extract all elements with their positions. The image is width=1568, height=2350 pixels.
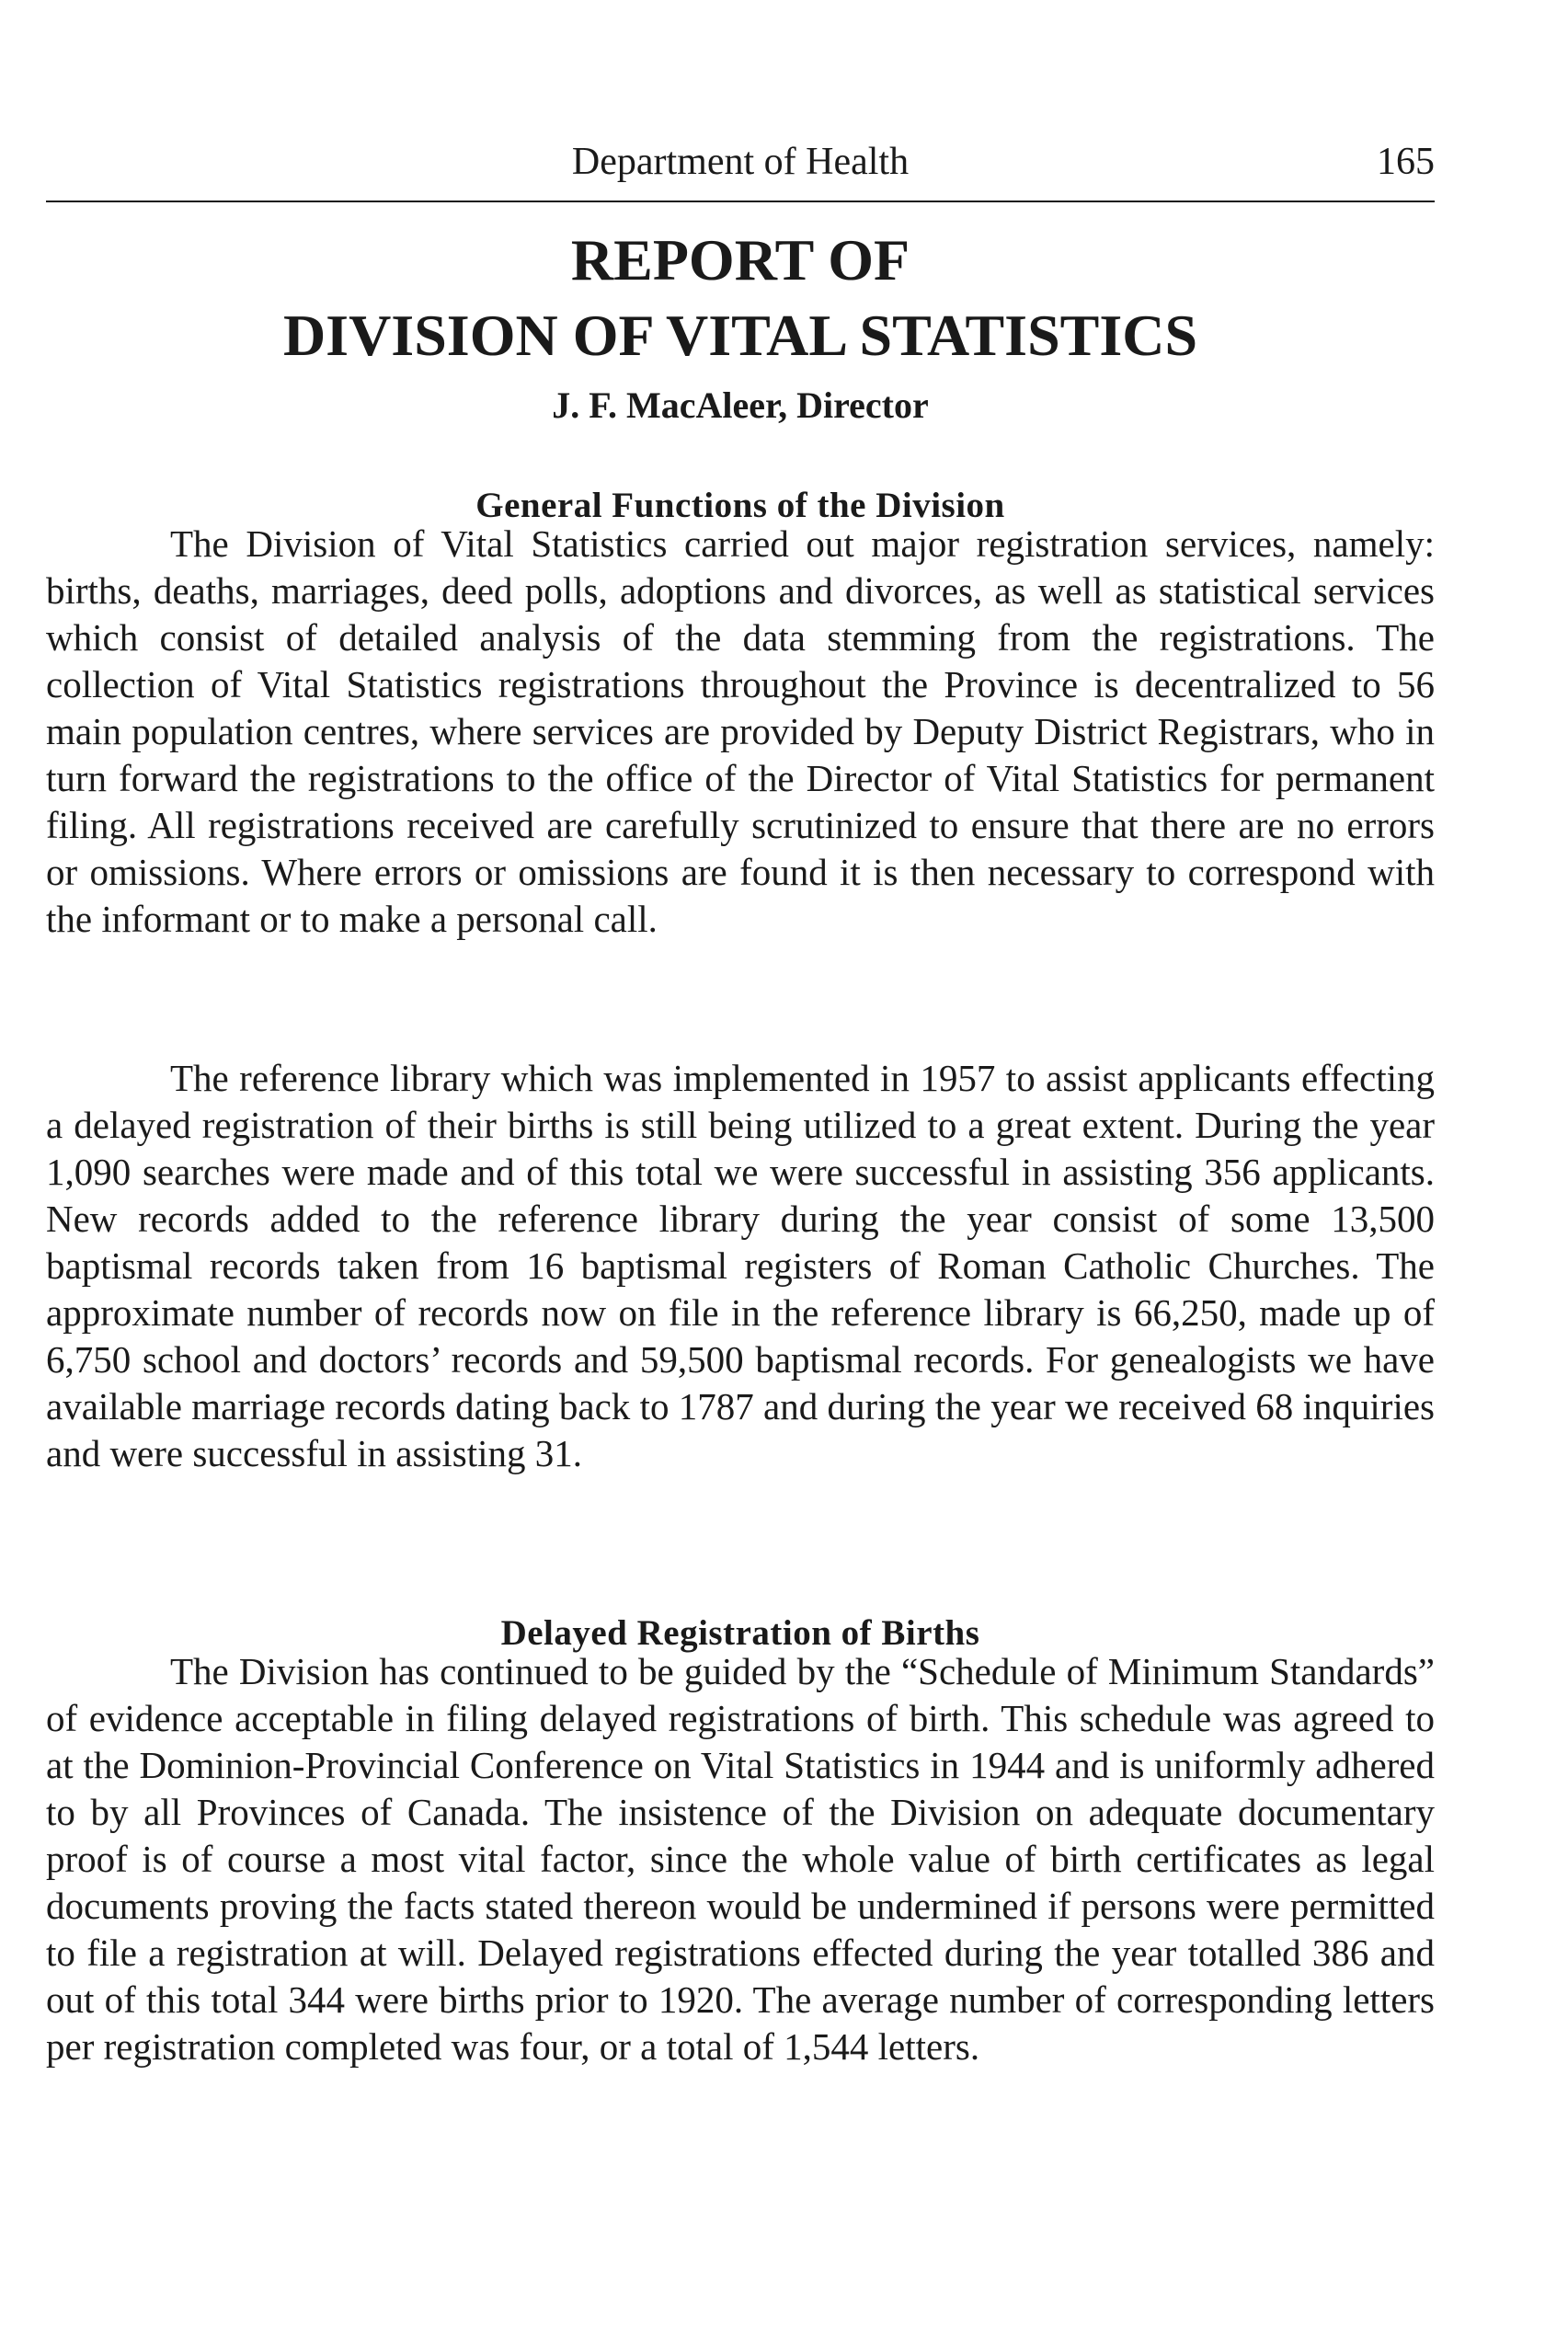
director-byline: J. F. MacAleer, Director — [552, 384, 929, 426]
section-heading-general-functions: General Functions of the Division — [475, 486, 1005, 526]
page-number: 165 — [1377, 141, 1435, 183]
running-head — [46, 138, 1435, 186]
paragraph-delayed-registration: The Division has continued to be guided by the “Schedule of Minimum Standards” of evidence acceptable in filing delayed registrations of birth. This schedule was agreed to at the Dominion-Provincial Conference on Vital Statistics in 1944 and is uniformly adhered to by all Provinces of Canada. The insistence of the Division on adequate documentary proof is of course a most vital factor, since the whole value of birth certificates as legal documents proving the facts stated thereon would be undermined if persons were permitted to file a registration at will. Delayed registrations effected during the year totalled 386 and out of this total 344 were births prior to 1920. The average number of corresponding letters per registration completed was four, or a total of 1,544 letters. — [46, 1650, 1435, 2068]
paragraph-reference-library: The reference library which was implemented in 1957 to assist applicants effecting a delayed registration of their births is still being utilized to a great extent. During the year 1,090 searches were made and of this total we were successful in assisting 356 applicants. New records added to the reference library during the year consist of some 13,500 baptismal records taken from 16 baptismal registers of Roman Catholic Churches. The approximate number of records now on file in the reference library is 66,250, made up of 6,750 school and doctors’ records and 59,500 baptismal records. For genealogists we have available marriage records dating back to 1787 and during the year we received 68 inquiries and were successful in assisting 31. — [46, 1057, 1435, 1474]
report-title-line-1: REPORT OF — [570, 227, 910, 292]
section-heading-delayed-registration: Delayed Registration of Births — [500, 1613, 980, 1654]
paragraph-division-services: The Division of Vital Statistics carried out major registration services, namely: births, deaths, marriages, deed polls, adoptions and divorces, as well as statistical services which consist of detailed analysis of the data stemming from the registrations. The collection of Vital Statistics registrations throughout the Province is decentralized to 56 main population centres, where services are provided by Deputy District Registrars, who in turn forward the registrations to the office of the Director of Vital Statistics for permanent filing. All registrations received are carefully scrutinized to ensure that there are no errors or omissions. Where errors or omissions are found it is then necessary to correspond with the informant or to make a personal call. — [46, 522, 1435, 940]
header-rule — [46, 201, 1435, 202]
running-title: Department of Health — [571, 141, 910, 183]
report-title-line-2: DIVISION OF VITAL STATISTICS — [282, 303, 1198, 368]
